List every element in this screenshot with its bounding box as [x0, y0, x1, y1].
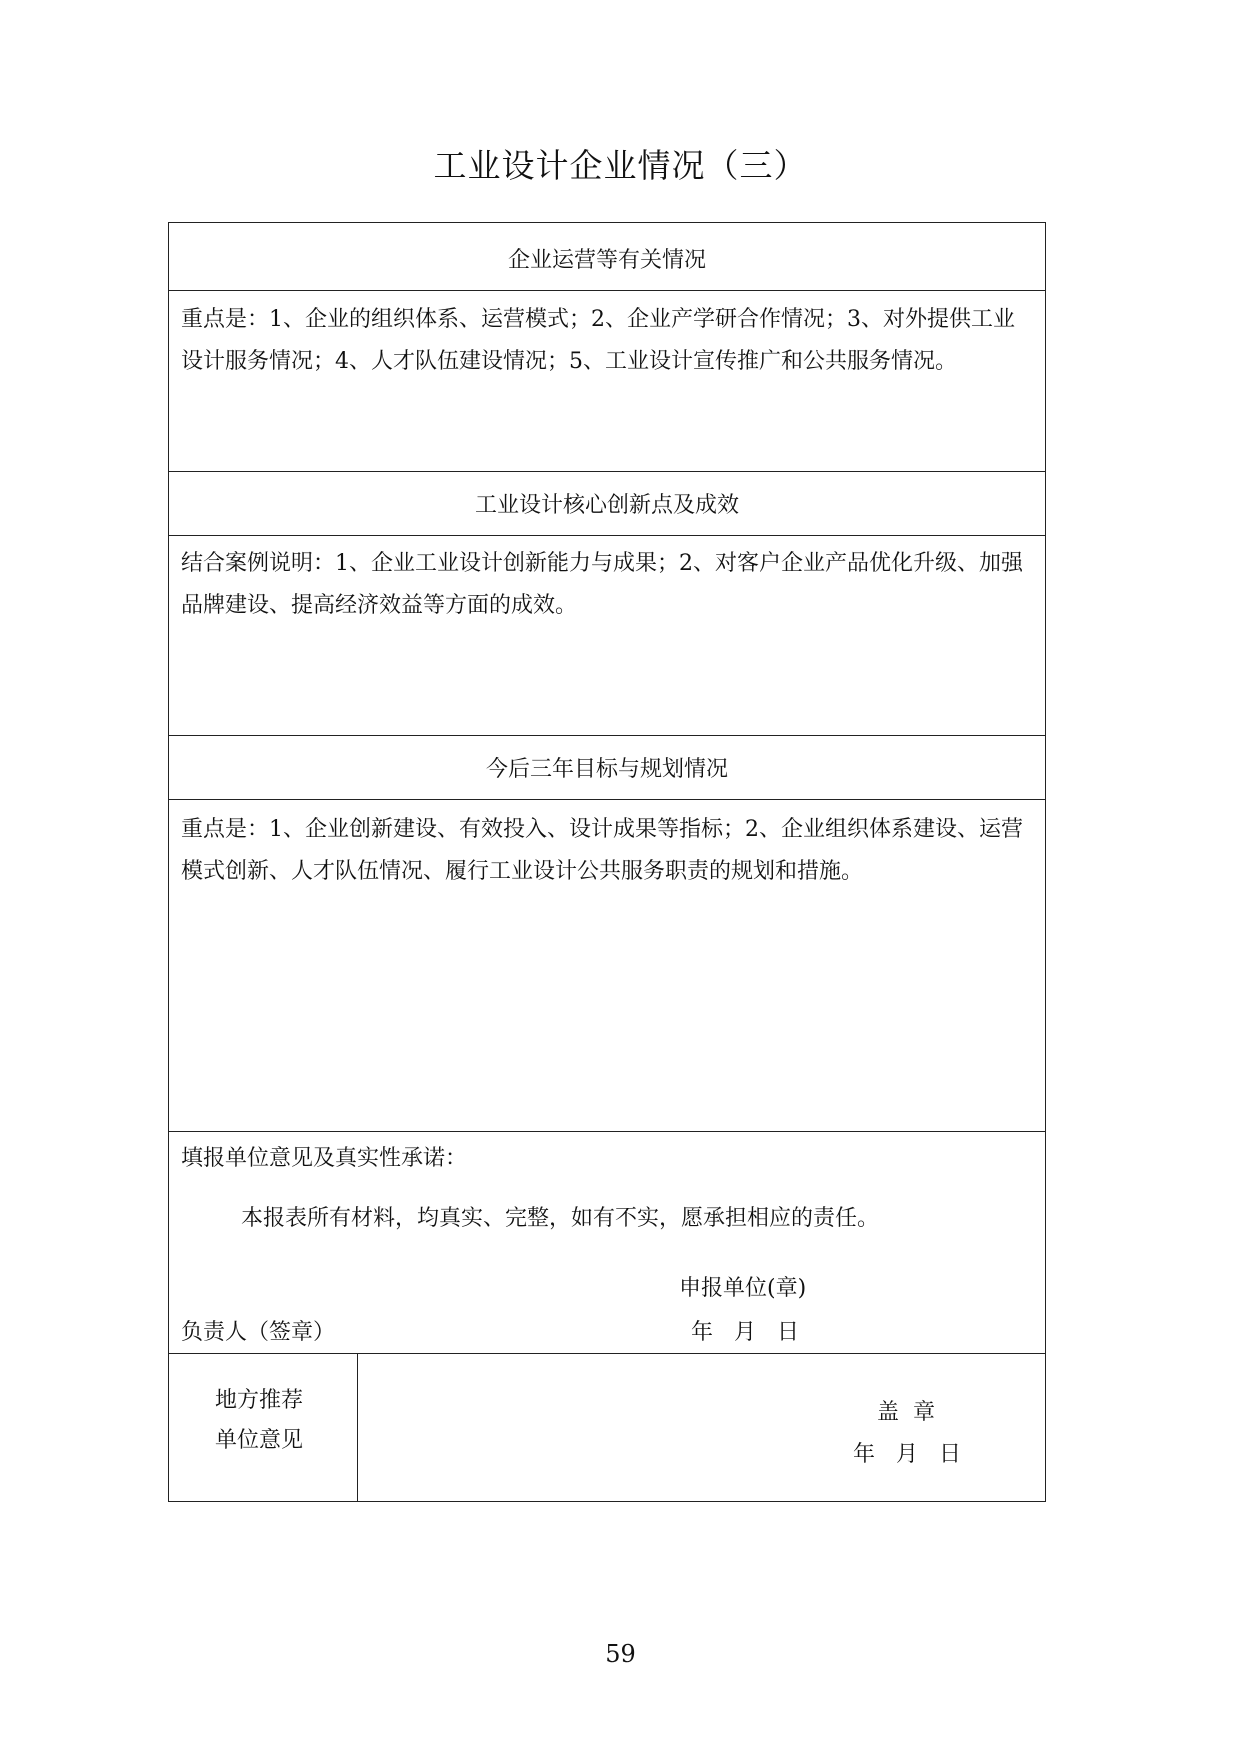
divider [169, 535, 1045, 536]
application-form [168, 222, 1046, 1502]
section-heading-innovation: 工业设计核心创新点及成效 [474, 493, 739, 518]
pledge-date: 年 月 日 [691, 1320, 799, 1345]
responsible-person-signature: 负责人（签章） [181, 1320, 336, 1345]
page-title: 工业设计企业情况（三） [433, 146, 808, 185]
recommend-label [215, 1381, 303, 1461]
section-heading-plan: 今后三年目标与规划情况 [485, 757, 728, 782]
divider [169, 471, 1045, 472]
column-divider [357, 1353, 358, 1501]
page-number: 59 [605, 1640, 636, 1668]
pledge-text: 本报表所有材料，均真实、完整，如有不实，愿承担相应的责任。 [241, 1206, 880, 1231]
recommend-label-line1: 地方推荐 [215, 1388, 304, 1413]
recommend-label-line2: 单位意见 [215, 1428, 304, 1453]
divider [169, 735, 1045, 736]
section-body-plan: 重点是：1、企业创新建设、有效投入、设计成果等指标；2、企业组织体系建设、运营模式创新、人才队伍情况、履行工业设计公共服务职责的规划和措施。 [181, 817, 1023, 884]
section-body-operations: 重点是：1、企业的组织体系、运营模式；2、企业产学研合作情况；3、对外提供工业设计服务情况；4、人才队伍建设情况；5、工业设计宣传推广和公共服务情况。 [181, 307, 1015, 374]
recommend-date: 年 月 日 [853, 1442, 961, 1467]
divider [169, 1131, 1045, 1132]
pledge-label: 填报单位意见及真实性承诺： [181, 1146, 468, 1171]
divider [169, 1353, 1045, 1354]
divider [169, 799, 1045, 800]
applicant-unit-seal: 申报单位(章) [679, 1276, 807, 1301]
section-body-innovation: 结合案例说明：1、企业工业设计创新能力与成果；2、对客户企业产品优化升级、加强品牌建设、提高经济效益等方面的成效。 [181, 551, 1023, 618]
divider [169, 290, 1045, 291]
recommend-seal: 盖 章 [877, 1400, 935, 1425]
section-heading-operations: 企业运营等有关情况 [507, 248, 706, 273]
